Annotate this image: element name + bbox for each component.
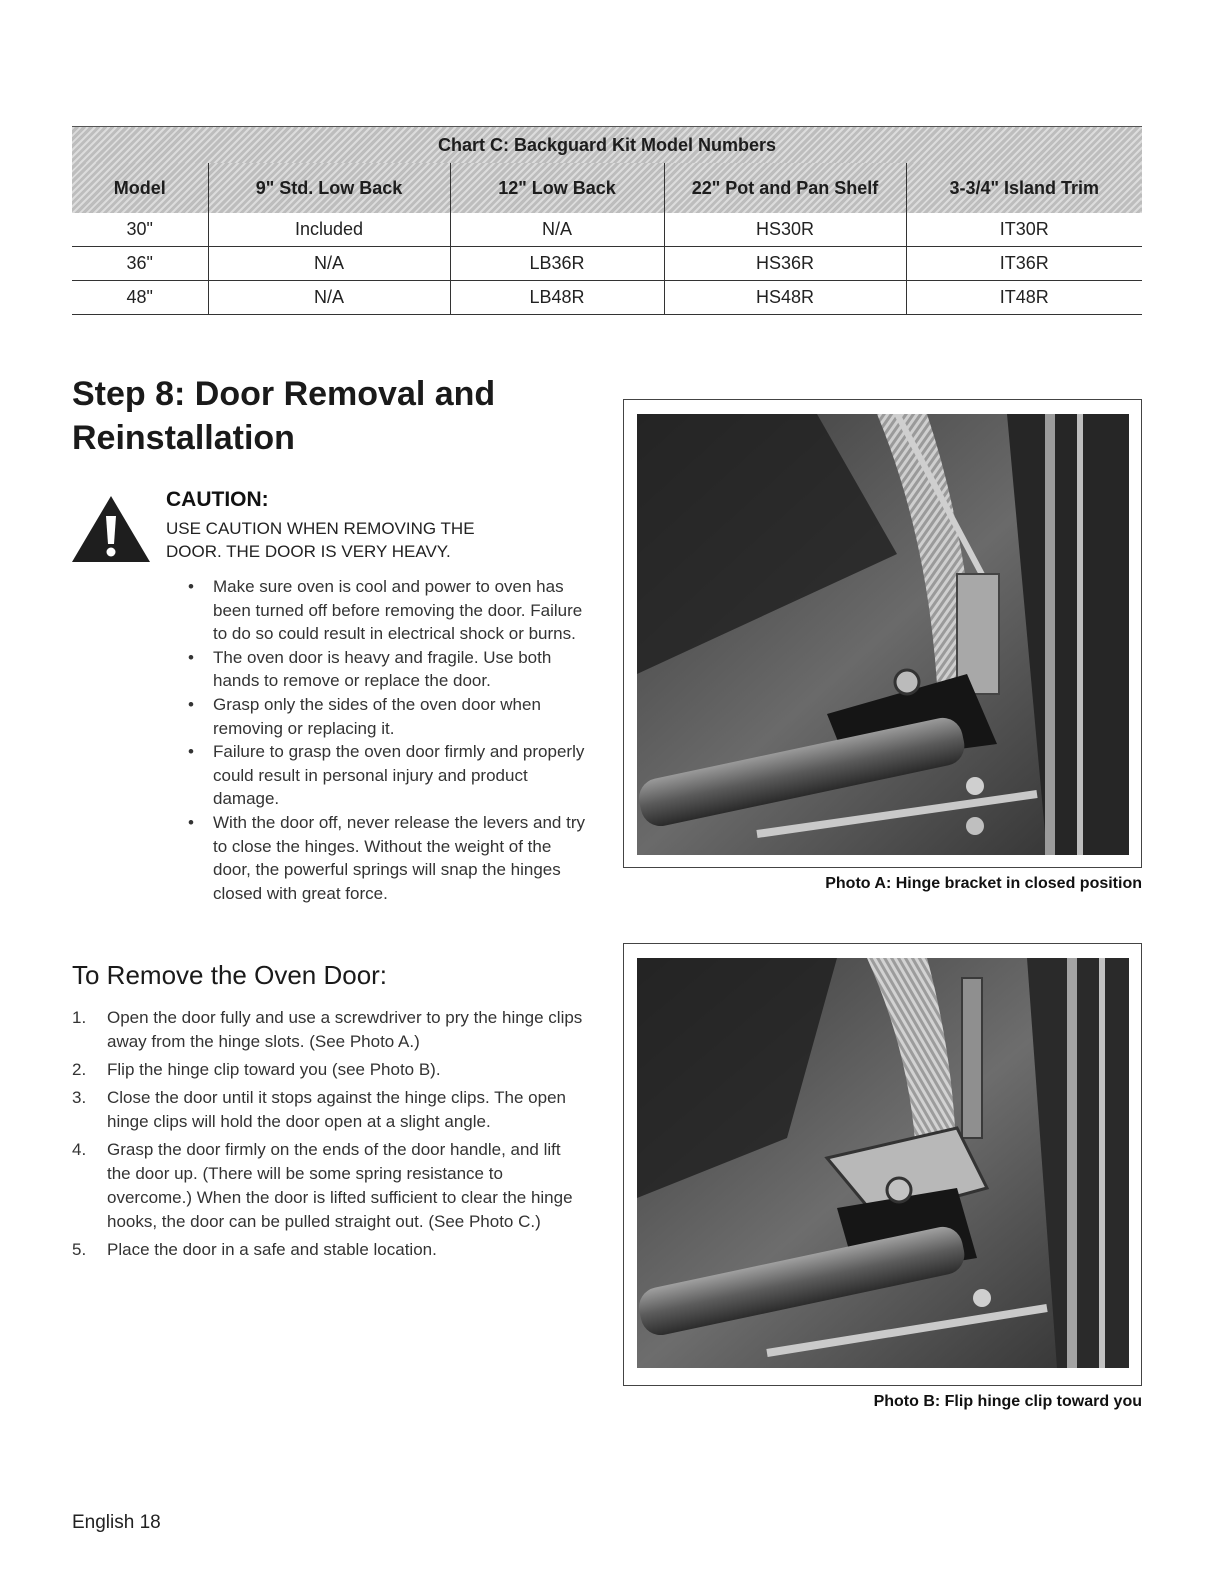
list-item: • With the door off, never release the levers and try to close the hinges. Without the weight of the door, the powerful springs will snap the hinges closed with great force.: [188, 812, 585, 903]
table-cell: 36": [72, 247, 208, 281]
flip-hinge-clip-photo: [637, 958, 1129, 1368]
table-cell: HS48R: [664, 281, 906, 315]
bullet-text: The oven door is heavy and fragile. Use both hands to remove or replace the door.: [213, 647, 552, 691]
chart-title: Chart C: Backguard Kit Model Numbers: [72, 127, 1142, 164]
col-header-std-low-back: 9" Std. Low Back: [208, 163, 450, 213]
list-item: [72, 1238, 588, 1262]
warning-triangle-icon: [70, 494, 152, 564]
remove-door-heading: To Remove the Oven Door:: [72, 960, 388, 990]
table-cell: IT48R: [906, 281, 1142, 315]
photo-b-caption: Photo B: Flip hinge clip toward you: [873, 1393, 1142, 1410]
step-number: 5.: [72, 1240, 87, 1259]
caution-text-line1: USE CAUTION WHEN REMOVING THE: [166, 519, 475, 538]
hinge-bracket-closed-photo: [637, 414, 1129, 855]
photo-b: [623, 943, 1142, 1386]
list-item: [72, 1138, 588, 1234]
remove-steps-list: [72, 1006, 588, 1266]
bullet-text: Make sure oven is cool and power to oven has been turned off before removing the door. Failure to do so could result in electrical shock or burns.: [213, 577, 583, 644]
bullet-text: Grasp only the sides of the oven door when removing or replacing it.: [213, 694, 541, 738]
photo-a-caption: Photo A: Hinge bracket in closed position: [825, 875, 1142, 892]
bullet-text: With the door off, never release the levers and try to close the hinges. Without the weight of the door, the powerful springs will snap the hinges closed with great force.: [213, 812, 585, 903]
step-number: 4.: [72, 1140, 87, 1159]
step-text: Close the door until it stops against the hinge clips. The open hinge clips will hold the door open at a slight angle.: [107, 1088, 566, 1131]
table-cell: HS30R: [664, 213, 906, 247]
table-cell: HS36R: [664, 247, 906, 281]
list-item: • The oven door is heavy and fragile. Use both hands to remove or replace the door.: [188, 647, 552, 691]
table-cell: 48": [72, 281, 208, 315]
table-cell: IT36R: [906, 247, 1142, 281]
step-text: Grasp the door firmly on the ends of the door handle, and lift the door up. (There will be some spring resistance to overcome.) When the door is lifted sufficient to clear the hinge hooks, the door can be pulled straight out. (See Photo C.): [107, 1140, 573, 1231]
backguard-kit-chart: [72, 126, 1142, 315]
table-row: [72, 213, 1142, 247]
caution-text: [166, 517, 586, 563]
step-title: [72, 372, 592, 460]
photo-a: [623, 399, 1142, 868]
col-header-island-trim: 3-3/4" Island Trim: [906, 163, 1142, 213]
page-footer: English 18: [72, 1512, 161, 1533]
table-cell: IT30R: [906, 213, 1142, 247]
table-cell: LB36R: [450, 247, 664, 281]
step-number: 1.: [72, 1008, 87, 1027]
step-text: Place the door in a safe and stable location.: [107, 1240, 437, 1259]
list-item: [72, 1058, 588, 1082]
table-cell: 30": [72, 213, 208, 247]
list-item: • Grasp only the sides of the oven door when removing or replacing it.: [188, 694, 541, 738]
step-title-line2: Reinstallation: [72, 419, 295, 457]
step-title-line1: Step 8: Door Removal and: [72, 375, 496, 413]
step-text: Flip the hinge clip toward you (see Photo B).: [107, 1060, 441, 1079]
col-header-pot-pan-shelf: 22" Pot and Pan Shelf: [664, 163, 906, 213]
caution-bullet-list: [188, 575, 588, 905]
list-item: • Failure to grasp the oven door firmly and properly could result in personal injury and product damage.: [188, 742, 585, 809]
step-number: 3.: [72, 1088, 87, 1107]
step-text: Open the door fully and use a screwdriver to pry the hinge clips away from the hinge slots. (See Photo A.): [107, 1008, 583, 1051]
step-number: 2.: [72, 1060, 87, 1079]
caution-text-line2: DOOR. THE DOOR IS VERY HEAVY.: [166, 542, 451, 561]
table-row: [72, 247, 1142, 281]
list-item: • Make sure oven is cool and power to oven has been turned off before removing the door. Failure to do so could result in electrical shock or burns.: [188, 577, 583, 644]
col-header-low-back: 12" Low Back: [450, 163, 664, 213]
table-cell: N/A: [450, 213, 664, 247]
table-cell: Included: [208, 213, 450, 247]
table-cell: N/A: [208, 281, 450, 315]
col-header-model: Model: [72, 163, 208, 213]
bullet-text: Failure to grasp the oven door firmly and properly could result in personal injury and product damage.: [213, 742, 585, 809]
table-cell: N/A: [208, 247, 450, 281]
table-cell: LB48R: [450, 281, 664, 315]
list-item: [72, 1006, 588, 1054]
caution-title: CAUTION:: [166, 488, 269, 511]
list-item: [72, 1086, 588, 1134]
table-row: [72, 281, 1142, 315]
